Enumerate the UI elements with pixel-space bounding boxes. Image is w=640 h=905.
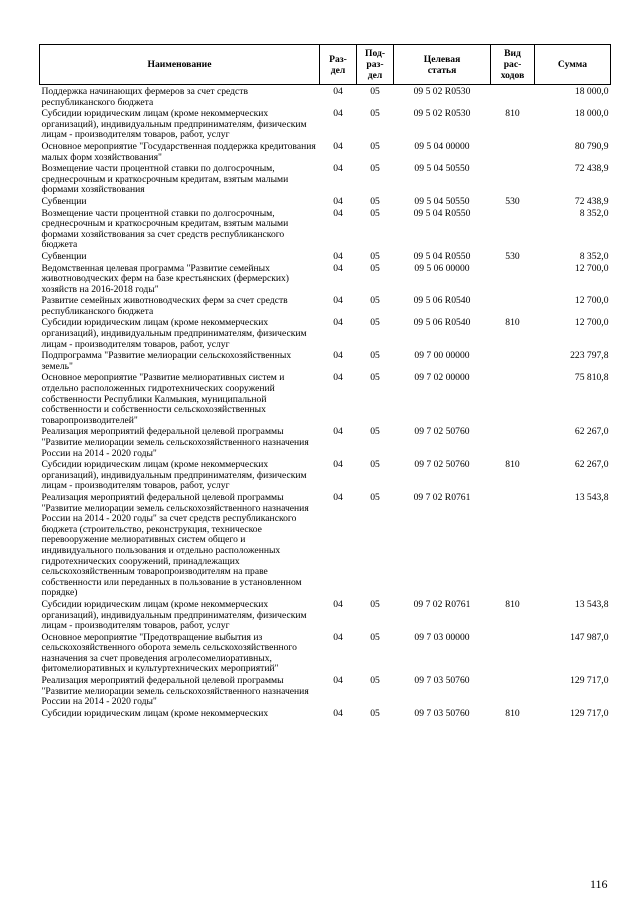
row-section: 04 [333, 108, 343, 120]
row-exptype [491, 373, 535, 427]
row-name: Возмещение части процентной ставки по долгосрочным, среднесрочным и краткосрочным кредитам, взятым малыми формами хозяйствования за счет средств республиканского бюджета [41, 207, 289, 251]
header-subsection: Под- раз- дел [357, 45, 394, 85]
table-row [40, 633, 611, 676]
row-exptype: 810 [505, 459, 520, 471]
table-header-row [40, 45, 611, 85]
row-name: Субвенции [41, 195, 87, 207]
row-section: 04 [333, 140, 343, 152]
row-name: Субсидии юридическим лицам (кроме некоммерческих организаций), индивидуальным предпринимателям, физическим лицам - производителям товаров, работ, услуг [41, 598, 307, 632]
row-target: 09 7 00 00000 [414, 350, 470, 362]
row-subsection: 05 [370, 350, 380, 362]
row-section: 04 [333, 250, 343, 262]
row-amount: 13 543,8 [574, 598, 609, 610]
row-exptype [491, 142, 535, 164]
row-section: 04 [333, 459, 343, 471]
row-subsection: 05 [370, 598, 380, 610]
table-row [40, 296, 611, 318]
row-section: 04 [333, 426, 343, 438]
row-name: Субсидии юридическим лицам (кроме некоммерческих организаций), индивидуальным предпринимателям, физическим лицам - производителям товаров, работ, услуг [41, 317, 307, 350]
row-section: 04 [333, 195, 343, 207]
table-row [40, 427, 611, 460]
row-name: Субвенции [41, 250, 87, 262]
row-amount: 129 717,0 [570, 675, 609, 687]
row-amount: 12 700,0 [574, 262, 609, 274]
row-target: 09 5 04 50550 [414, 195, 470, 207]
row-target: 09 7 03 50760 [414, 675, 470, 687]
row-subsection: 05 [370, 317, 380, 329]
row-exptype: 810 [505, 108, 520, 120]
row-exptype [491, 427, 535, 460]
row-section: 04 [333, 707, 343, 719]
row-target: 09 7 02 R0761 [413, 491, 471, 503]
row-target: 09 5 04 00000 [414, 140, 470, 152]
row-section: 04 [333, 207, 343, 219]
row-subsection: 05 [370, 140, 380, 152]
table-row [40, 318, 611, 351]
row-exptype [491, 351, 535, 373]
row-section: 04 [333, 675, 343, 687]
row-exptype [491, 633, 535, 676]
row-name: Субсидии юридическим лицам (кроме некоммерческих организаций), индивидуальным предпринимателям, физическим лицам - производителям товаров, работ, услуг [41, 459, 307, 492]
row-amount: 62 267,0 [574, 459, 609, 471]
row-name: Основное мероприятие "Государственная поддержка кредитования малых форм хозяйствования" [41, 140, 316, 163]
row-amount: 13 543,8 [574, 491, 609, 503]
row-subsection: 05 [370, 195, 380, 207]
table-row [40, 142, 611, 164]
row-exptype: 810 [505, 317, 520, 329]
row-amount: 129 717,0 [570, 707, 609, 719]
row-name: Основное мероприятие "Развитие мелиоративных систем и отдельно расположенных гидротехнических сооружений собственности Республики Калмыкия, муниципальной собственности и собственности сельскохозяйственных товаропроизводителей" [41, 372, 285, 426]
row-target: 09 5 06 R0540 [413, 317, 471, 329]
row-name: Реализация мероприятий федеральной целевой программы "Развитие мелиорации земель сельскохозяйственного назначения России на 2014 - 2020 годы" за счет средств республиканского бюджета (строительство, реконструкция, техническое перевооружение мелиоративных систем общего и индивидуального пользования и отдельно расположенных гидротехнических сооружений, принадлежащих сельскохозяйственным товаропроизводителям на праве собственности или переданных в пользование в установленном порядке) [41, 491, 309, 599]
row-subsection: 05 [370, 372, 380, 384]
row-exptype: 530 [505, 195, 520, 207]
row-target: 09 5 02 R0530 [413, 86, 471, 97]
row-name: Возмещение части процентной ставки по долгосрочным, среднесрочным и краткосрочным кредитам, взятым малыми формами хозяйствования [41, 163, 289, 196]
row-section: 04 [333, 86, 343, 97]
row-subsection: 05 [370, 207, 380, 219]
row-section: 04 [333, 350, 343, 362]
table-row [40, 373, 611, 427]
row-subsection: 05 [370, 631, 380, 643]
row-section: 04 [333, 317, 343, 329]
row-subsection: 05 [370, 295, 380, 307]
row-name: Ведомственная целевая программа "Развитие семейных животноводческих ферм на базе крестьянских (фермерских) хозяйств на 2016-2018 годы" [41, 262, 289, 295]
row-exptype: 810 [505, 707, 520, 719]
header-section: Раз- дел [320, 45, 357, 85]
row-name: Субсидии юридическим лицам (кроме некоммерческих организаций), индивидуальным предпринимателям, физическим лицам - производителям товаров, работ, услуг [41, 108, 307, 141]
header-name: Наименование [40, 45, 320, 85]
row-target: 09 7 02 50760 [414, 426, 470, 438]
row-exptype [491, 264, 535, 297]
row-section: 04 [333, 163, 343, 175]
row-name: Субсидии юридическим лицам (кроме некоммерческих [41, 707, 269, 719]
table-row [40, 676, 611, 709]
table-row [40, 709, 611, 721]
row-subsection: 05 [370, 426, 380, 438]
row-target: 09 7 03 00000 [414, 631, 470, 643]
row-subsection: 05 [370, 86, 380, 97]
row-amount: 80 790,9 [574, 140, 609, 152]
row-section: 04 [333, 262, 343, 274]
table-row [40, 164, 611, 197]
row-name: Развитие семейных животноводческих ферм за счет средств республиканского бюджета [41, 295, 288, 317]
row-exptype [491, 164, 535, 197]
row-name: Подпрограмма "Развитие мелиорации сельскохозяйственных земель" [41, 350, 292, 372]
row-section: 04 [333, 598, 343, 610]
row-amount: 18 000,0 [574, 86, 609, 97]
row-subsection: 05 [370, 707, 380, 719]
header-target-article: Целевая статья [394, 45, 491, 85]
row-exptype [491, 493, 535, 600]
row-subsection: 05 [370, 262, 380, 274]
header-amount: Сумма [535, 45, 611, 85]
row-exptype: 530 [505, 250, 520, 262]
table-row [40, 109, 611, 142]
table-row [40, 197, 611, 209]
table-row [40, 351, 611, 373]
row-section: 04 [333, 491, 343, 503]
row-target: 09 7 02 50760 [414, 459, 470, 471]
row-amount: 12 700,0 [574, 317, 609, 329]
row-exptype: 810 [505, 598, 520, 610]
row-exptype [491, 676, 535, 709]
page-number: 116 [590, 877, 608, 891]
row-exptype [491, 85, 535, 110]
row-amount: 75 810,8 [574, 372, 609, 384]
row-section: 04 [333, 372, 343, 384]
row-target: 09 5 02 R0530 [413, 108, 471, 120]
row-name: Реализация мероприятий федеральной целевой программы "Развитие мелиорации земель сельскохозяйственного назначения России на 2014 - 2020 годы" [41, 426, 309, 459]
row-subsection: 05 [370, 491, 380, 503]
table-row [40, 209, 611, 252]
row-subsection: 05 [370, 250, 380, 262]
row-name: Основное мероприятие "Предотвращение выбытия из сельскохозяйственного оборота земель сельскохозяйственного назначения за счет проведения агролесомелиоративных, фитомелиоративных и культуртехнических мероприятий" [41, 631, 297, 675]
row-target: 09 5 04 R0550 [413, 250, 471, 262]
row-target: 09 7 03 50760 [414, 707, 470, 719]
row-amount: 12 700,0 [574, 295, 609, 307]
row-amount: 62 267,0 [574, 426, 609, 438]
row-subsection: 05 [370, 108, 380, 120]
row-amount: 8 352,0 [579, 207, 609, 219]
row-target: 09 5 04 R0550 [413, 207, 471, 219]
table-row [40, 600, 611, 633]
row-subsection: 05 [370, 675, 380, 687]
table-row [40, 460, 611, 493]
row-exptype [491, 296, 535, 318]
budget-table [39, 44, 611, 720]
row-amount: 147 987,0 [570, 631, 609, 643]
table-row [40, 493, 611, 600]
row-amount: 223 797,8 [570, 350, 609, 362]
row-amount: 72 438,9 [574, 163, 609, 175]
row-name: Поддержка начинающих фермеров за счет средств республиканского бюджета [41, 86, 249, 108]
row-section: 04 [333, 295, 343, 307]
row-exptype [491, 209, 535, 252]
row-section: 04 [333, 631, 343, 643]
row-subsection: 05 [370, 163, 380, 175]
table-row [40, 264, 611, 297]
row-subsection: 05 [370, 459, 380, 471]
row-target: 09 7 02 R0761 [413, 598, 471, 610]
row-target: 09 5 04 50550 [414, 163, 470, 175]
row-name: Реализация мероприятий федеральной целевой программы "Развитие мелиорации земель сельскохозяйственного назначения России на 2014 - 2020 годы" [41, 675, 309, 708]
row-target: 09 5 06 R0540 [413, 295, 471, 307]
row-amount: 72 438,9 [574, 195, 609, 207]
table-body [40, 85, 611, 721]
row-amount: 18 000,0 [574, 108, 609, 120]
table-row [40, 252, 611, 264]
header-expense-type: Вид рас- ходов [491, 45, 535, 85]
row-target: 09 7 02 00000 [414, 372, 470, 384]
table-row [40, 85, 611, 110]
row-amount: 8 352,0 [579, 250, 609, 262]
row-target: 09 5 06 00000 [414, 262, 470, 274]
